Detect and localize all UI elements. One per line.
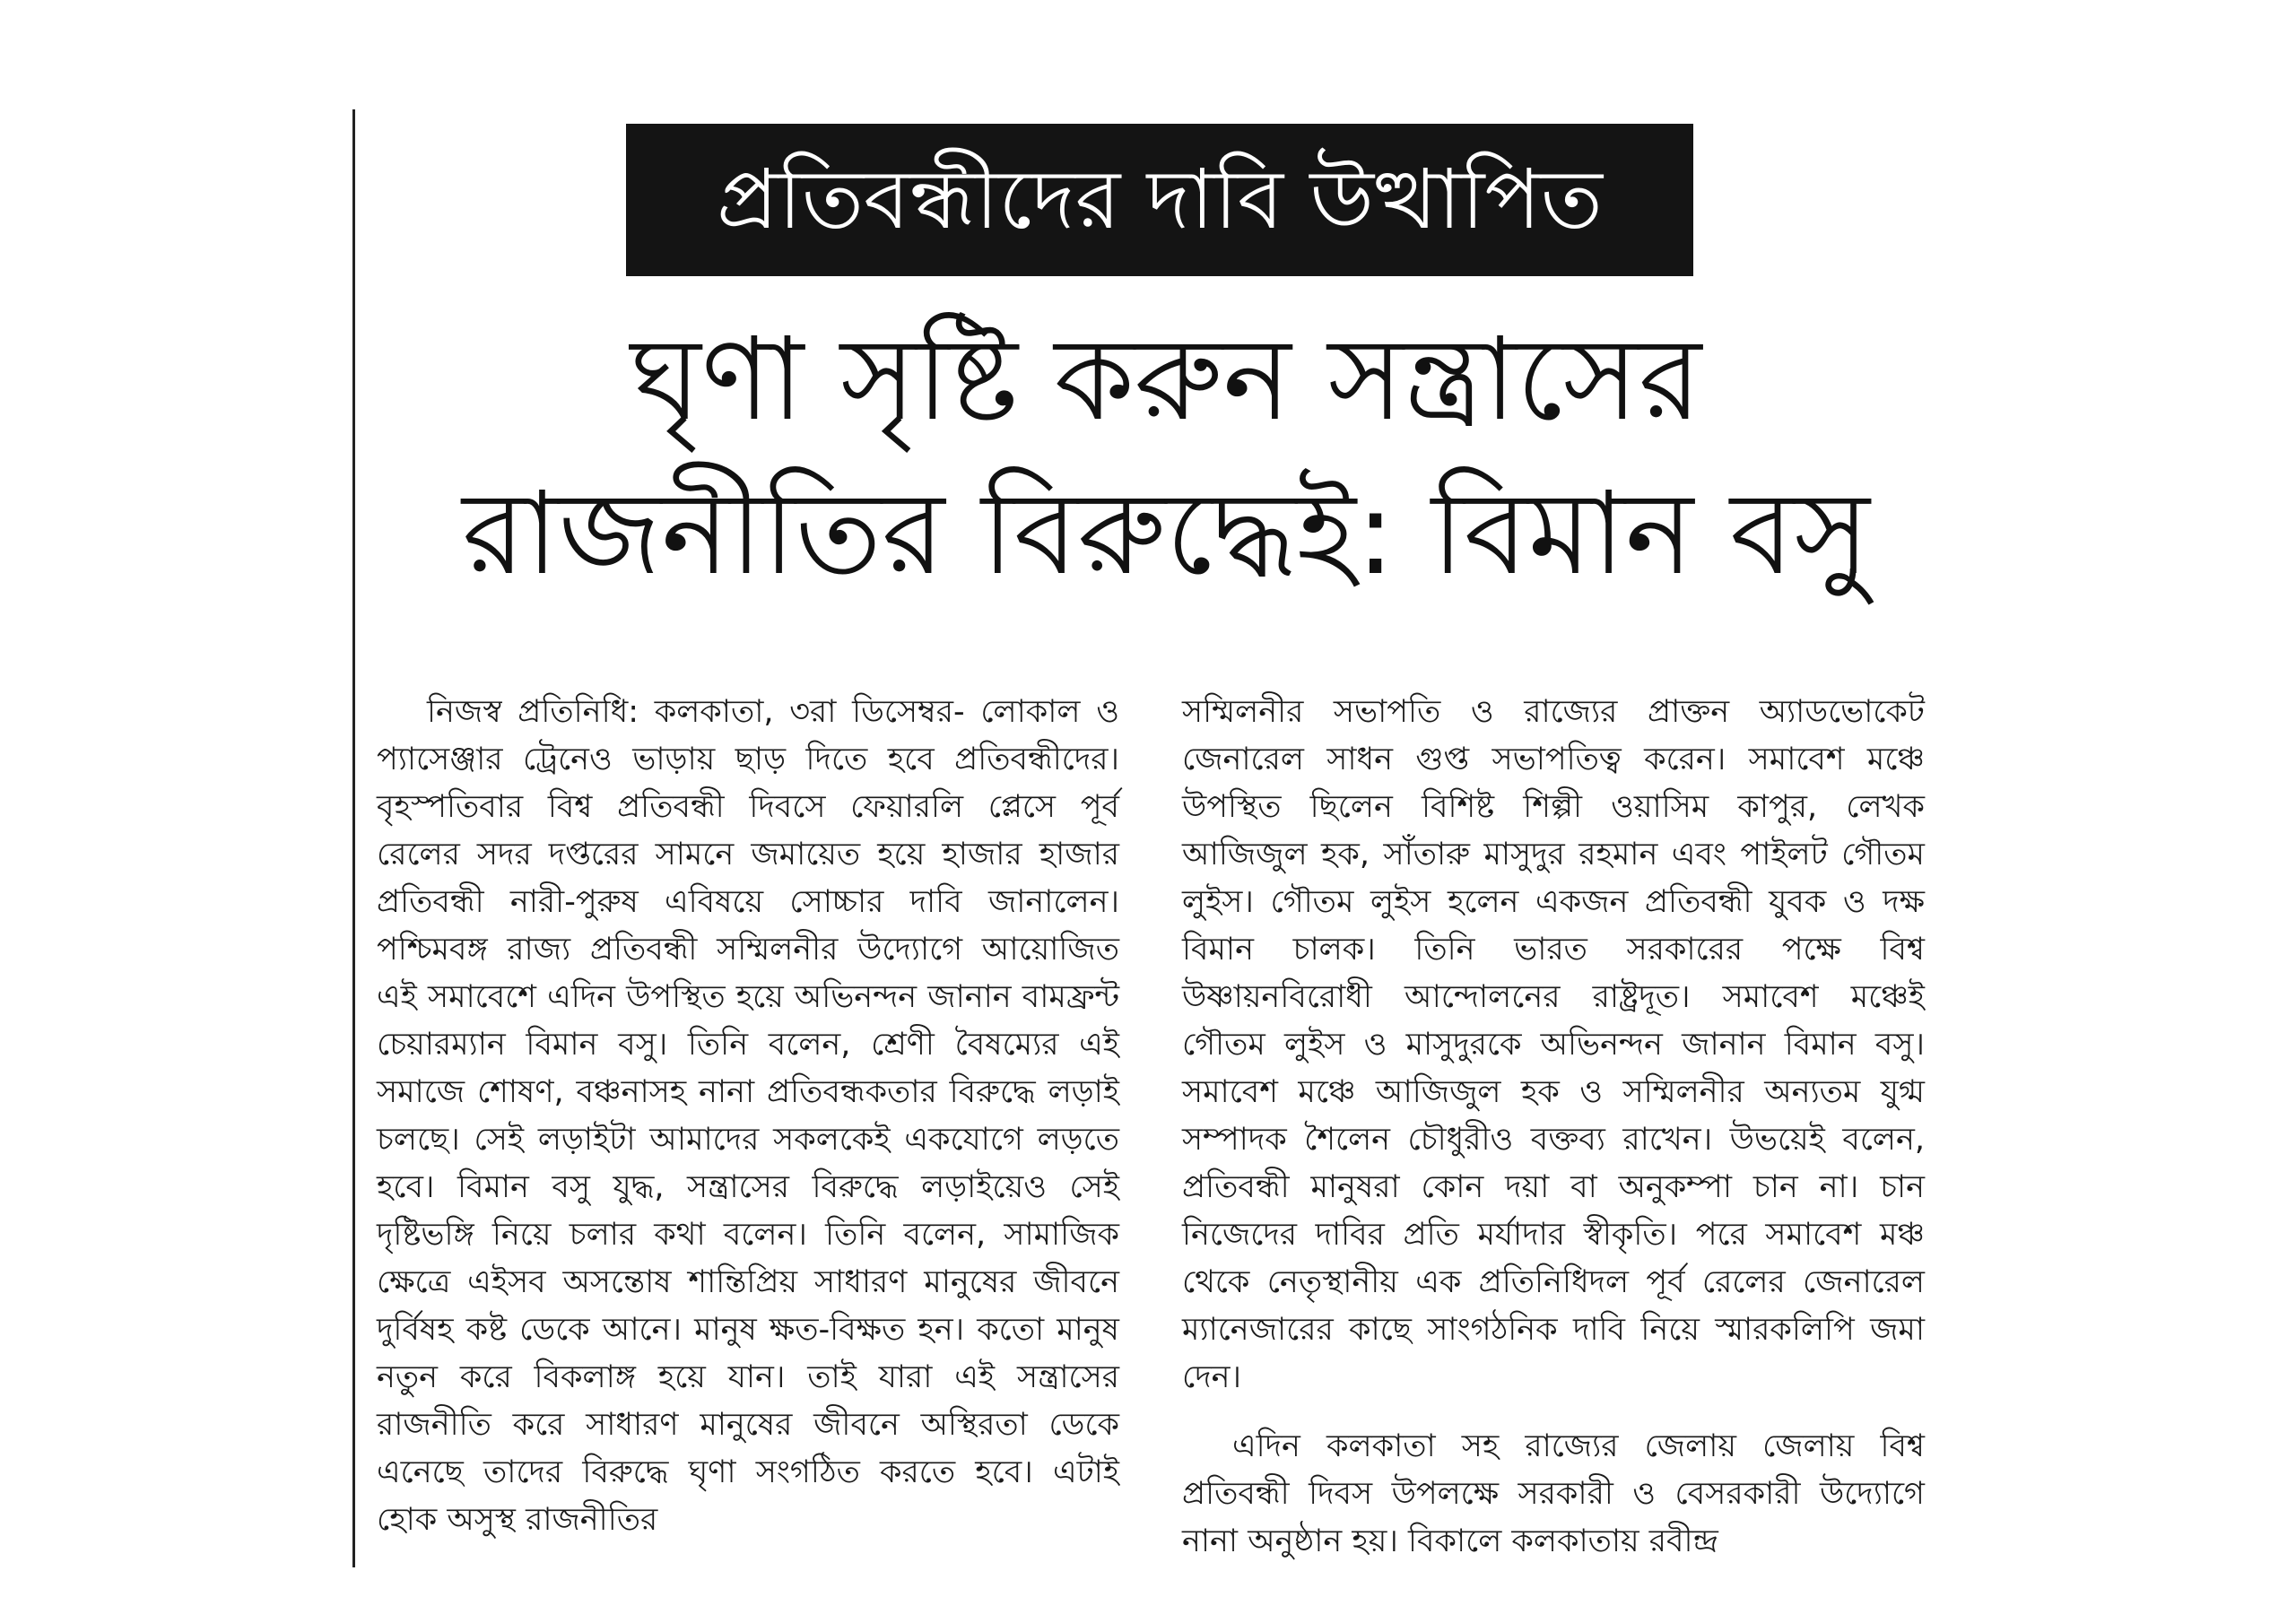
article-paragraph: এদিন কলকাতা সহ রাজ্যের জেলায় জেলায় বিশ্ব প্রতিবন্ধী দিবস উপলক্ষে সরকারী ও বেসরকারী উদ্যোগে নানা অনুষ্ঠান হয়। বিকালে কলকাতায় রবীন্দ্র: [1182, 1428, 1925, 1559]
column-rule: [352, 109, 355, 1567]
article-column-left: [377, 689, 1119, 1566]
headline-line-1: ঘৃণা সৃষ্টি করুন সন্ত্রাসের: [630, 313, 1702, 447]
kicker-banner: [626, 124, 1693, 276]
kicker-text: প্রতিবন্ধীদের দাবি উত্থাপিত: [717, 152, 1603, 247]
headline-line-2: রাজনীতির বিরুদ্ধেই: বিমান বসু: [462, 467, 1870, 601]
article-paragraph: নিজস্ব প্রতিনিধি: কলকাতা, ৩রা ডিসেম্বর- লোকাল ও প্যাসেঞ্জার ট্রেনেও ভাড়ায় ছাড় দিতে হবে প্রতিবন্ধীদের। বৃহস্পতিবার বিশ্ব প্রতিবন্ধী দিবসে ফেয়ারলি প্লেসে পূর্ব রেলের সদর দপ্তরের সামনে জমায়েত হয়ে হাজার হাজার প্রতিবন্ধী নারী-পুরুষ এবিষয়ে সোচ্চার দাবি জানালেন। পশ্চিমবঙ্গ রাজ্য প্রতিবন্ধী সম্মিলনীর উদ্যোগে আয়োজিত এই সমাবেশে এদিন উপস্থিত হয়ে অভিনন্দন জানান বামফ্রন্ট চেয়ারম্যান বিমান বসু। তিনি বলেন, শ্রেণী বৈষম্যের এই সমাজে শোষণ, বঞ্চনাসহ নানা প্রতিবন্ধকতার বিরুদ্ধে লড়াই চলছে। সেই লড়াইটা আমাদের সকলকেই একযোগে লড়তে হবে। বিমান বসু যুদ্ধ, সন্ত্রাসের বিরুদ্ধে লড়াইয়েও সেই দৃষ্টিভঙ্গি নিয়ে চলার কথা বলেন। তিনি বলেন, সামাজিক ক্ষেত্রে এইসব অসন্তোষ শান্তিপ্রিয় সাধারণ মানুষের জীবনে দুর্বিষহ কষ্ট ডেকে আনে। মানুষ ক্ষত-বিক্ষত হন। কতো মানুষ নতুন করে বিকলাঙ্গ হয়ে যান। তাই যারা এই সন্ত্রাসের রাজনীতি করে সাধারণ মানুষের জীবনে অস্থিরতা ডেকে এনেছে তাদের বিরুদ্ধে ঘৃণা সংগঠিত করতে হবে। এটাই হোক অসুস্থ রাজনীতির: [377, 694, 1119, 1538]
headline: [359, 313, 1973, 601]
article-paragraph: সম্মিলনীর সভাপতি ও রাজ্যের প্রাক্তন অ্যাডভোকেট জেনারেল সাধন গুপ্ত সভাপতিত্ব করেন। সমাবেশ মঞ্চে উপস্থিত ছিলেন বিশিষ্ট শিল্পী ওয়াসিম কাপুর, লেখক আজিজুল হক, সাঁতারু মাসুদুর রহমান এবং পাইলট গৌতম লুইস। গৌতম লুইস হলেন একজন প্রতিবন্ধী যুবক ও দক্ষ বিমান চালক। তিনি ভারত সরকারের পক্ষে বিশ্ব উষ্ণায়নবিরোধী আন্দোলনের রাষ্ট্রদূত। সমাবেশ মঞ্চেই গৌতম লুইস ও মাসুদুরকে অভিনন্দন জানান বিমান বসু। সমাবেশ মঞ্চে আজিজুল হক ও সম্মিলনীর অন্যতম যুগ্ম সম্পাদক শৈলেন চৌধুরীও বক্তব্য রাখেন। উভয়েই বলেন, প্রতিবন্ধী মানুষরা কোন দয়া বা অনুকম্পা চান না। চান নিজেদের দাবির প্রতি মর্যাদার স্বীকৃতি। পরে সমাবেশ মঞ্চ থেকে নেতৃস্থানীয় এক প্রতিনিধিদল পূর্ব রেলের জেনারেল ম্যানেজারের কাছে সাংগঠনিক দাবি নিয়ে স্মারকলিপি জমা দেন।: [1182, 694, 1925, 1395]
article-column-right: [1182, 689, 1925, 1567]
